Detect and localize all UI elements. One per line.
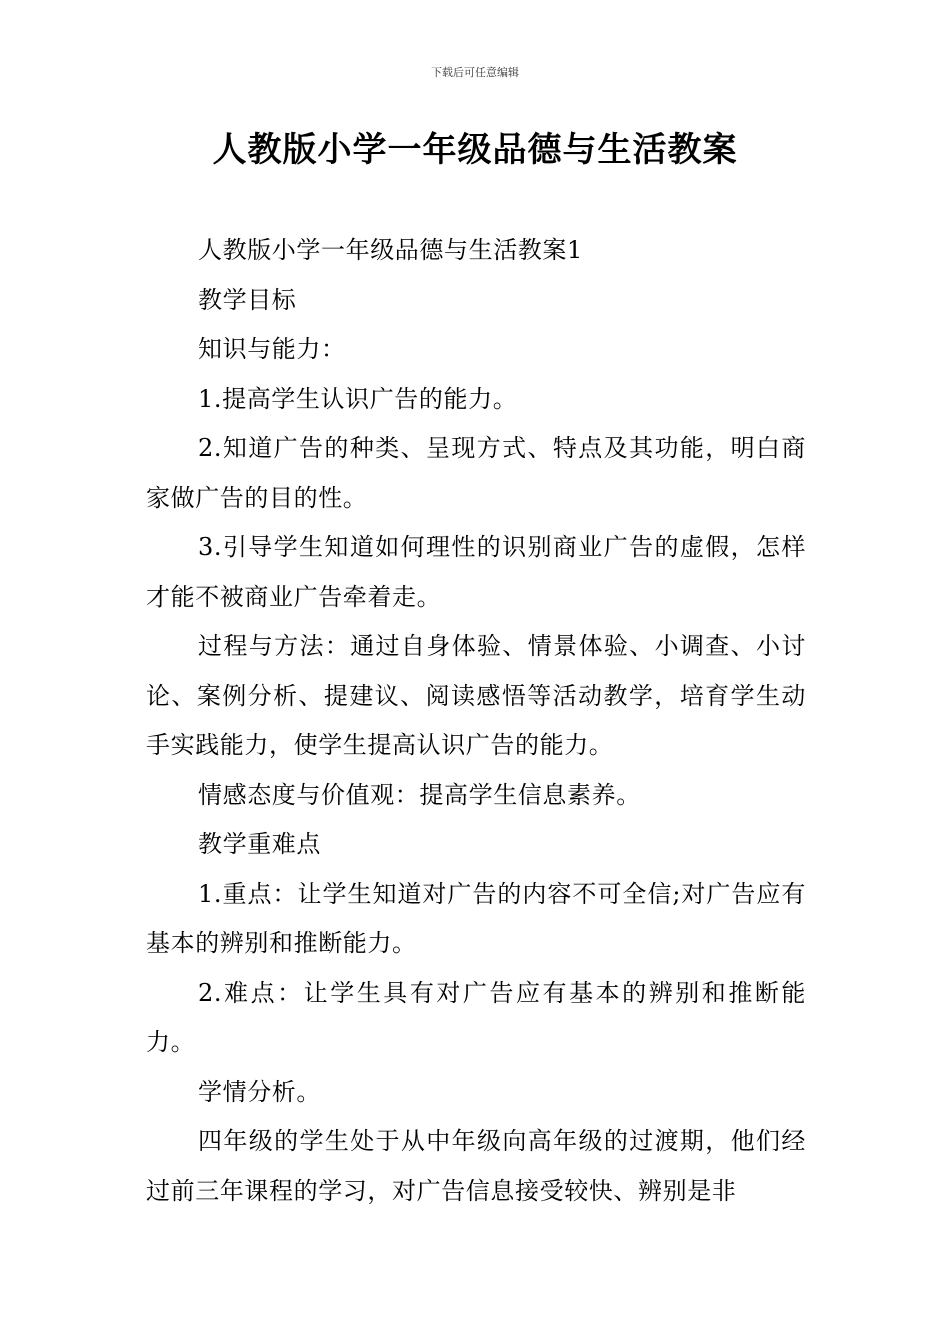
paragraph-goal-3: 3.引导学生知道如何理性的识别商业广告的虚假，怎样才能不被商业广告牵着走。 [146, 533, 806, 611]
paragraph-difficult-point: 2.难点：让学生具有对广告应有基本的辨别和推断能力。 [146, 978, 806, 1056]
paragraph-teaching-goals: 教学目标 [198, 285, 297, 314]
paragraph-emotion-values: 情感态度与价值观：提高学生信息素养。 [198, 780, 641, 809]
paragraph-student-analysis: 学情分析。 [198, 1077, 321, 1106]
paragraph-student-analysis-body: 四年级的学生处于从中年级向高年级的过渡期，他们经过前三年课程的学习，对广告信息接受较快、辨别是非 [146, 1127, 806, 1205]
paragraph-key-difficult-points: 教学重难点 [198, 830, 321, 858]
paragraph-subtitle: 人教版小学一年级品德与生活教案1 [198, 236, 583, 264]
header-note: 下载后可任意编辑 [431, 66, 519, 79]
paragraph-key-point: 1.重点：让学生知道对广告的内容不可全信;对广告应有基本的辨别和推断能力。 [146, 879, 806, 957]
paragraph-process-method: 过程与方法：通过自身体验、情景体验、小调查、小讨论、案例分析、提建议、阅读感悟等活动教学，培育学生动手实践能力，使学生提高认识广告的能力。 [146, 632, 806, 759]
paragraph-goal-1: 1.提高学生认识广告的能力。 [198, 384, 518, 413]
document-body [146, 226, 806, 1216]
paragraph-knowledge-ability: 知识与能力： [198, 335, 346, 363]
document-title: 人教版小学一年级品德与生活教案 [212, 130, 738, 170]
paragraph-goal-2: 2.知道广告的种类、呈现方式、特点及其功能，明白商家做广告的目的性。 [146, 434, 806, 512]
